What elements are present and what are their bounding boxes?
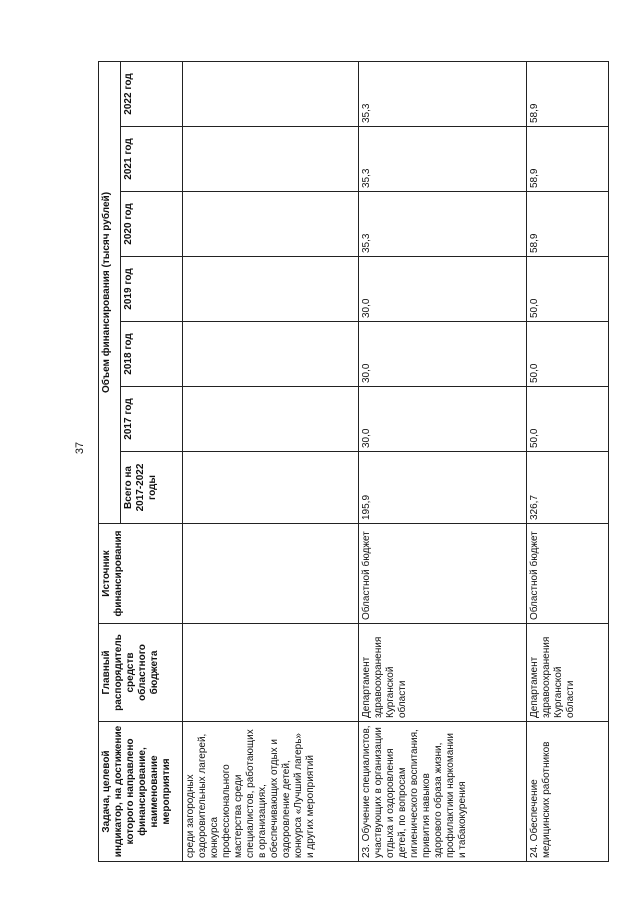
row-source	[183, 524, 359, 624]
header-year-2022: 2022 год	[121, 61, 183, 126]
row-value: 195,9	[359, 452, 527, 524]
row-value	[183, 322, 359, 387]
header-volume: Объем финансирования (тысяч рублей)	[99, 61, 121, 523]
header-manager: Главный распорядитель средств областного бюджета	[99, 624, 183, 722]
table-row	[359, 61, 527, 861]
row-value	[183, 61, 359, 126]
row-value: 35,3	[359, 192, 527, 257]
header-year-2021: 2021 год	[121, 127, 183, 192]
row-value: 35,3	[359, 61, 527, 126]
row-value: 50,0	[527, 387, 609, 452]
header-year-2020: 2020 год	[121, 192, 183, 257]
row-value	[183, 192, 359, 257]
row-manager: Департамент здравоохранения Курганской области	[359, 624, 527, 722]
row-value: 50,0	[527, 257, 609, 322]
row-value	[183, 127, 359, 192]
row-source: Областной бюджет	[359, 524, 527, 624]
header-year-total: Всего на 2017-2022 годы	[121, 452, 183, 524]
row-value: 30,0	[359, 322, 527, 387]
row-value: 50,0	[527, 322, 609, 387]
row-source: Областной бюджет	[527, 524, 609, 624]
table-row	[183, 61, 359, 861]
row-value: 58,9	[527, 61, 609, 126]
row-manager	[183, 624, 359, 722]
row-value	[183, 387, 359, 452]
page-number: 37	[74, 441, 86, 455]
table-row	[527, 61, 609, 861]
row-task: среди загородных оздоровительных лагерей, конкурса профессионального мастерства среди специалистов, работающих в организациях, обеспечивающих отдых и оздоровление детей, конкурса «Лучший лагерь» и других мероприятий	[183, 722, 359, 862]
row-value: 58,9	[527, 127, 609, 192]
row-value: 30,0	[359, 257, 527, 322]
row-value: 58,9	[527, 192, 609, 257]
row-value	[183, 452, 359, 524]
header-task: Задача, целевой индикатор, на достижение которого направлено финансирование, наименование мероприятия	[99, 722, 183, 862]
row-manager: Департамент здравоохранения Курганской области	[527, 624, 609, 722]
row-task: 23. Обучение специалистов, участвующих в организации отдыха и оздоровления детей, по вопросам гигиенического воспитания, привития навыков здорового образа жизни, профилактики наркомании и табакокурения	[359, 722, 527, 862]
financing-table	[98, 61, 609, 862]
rotated-table-wrapper	[98, 62, 608, 862]
header-year-2019: 2019 год	[121, 257, 183, 322]
header-year-2018: 2018 год	[121, 322, 183, 387]
row-task: 24. Обеспечение медицинских работников	[527, 722, 609, 862]
row-value: 326,7	[527, 452, 609, 524]
header-source: Источник финансирования	[99, 524, 183, 624]
row-value: 35,3	[359, 127, 527, 192]
header-year-2017: 2017 год	[121, 387, 183, 452]
row-value: 30,0	[359, 387, 527, 452]
row-value	[183, 257, 359, 322]
